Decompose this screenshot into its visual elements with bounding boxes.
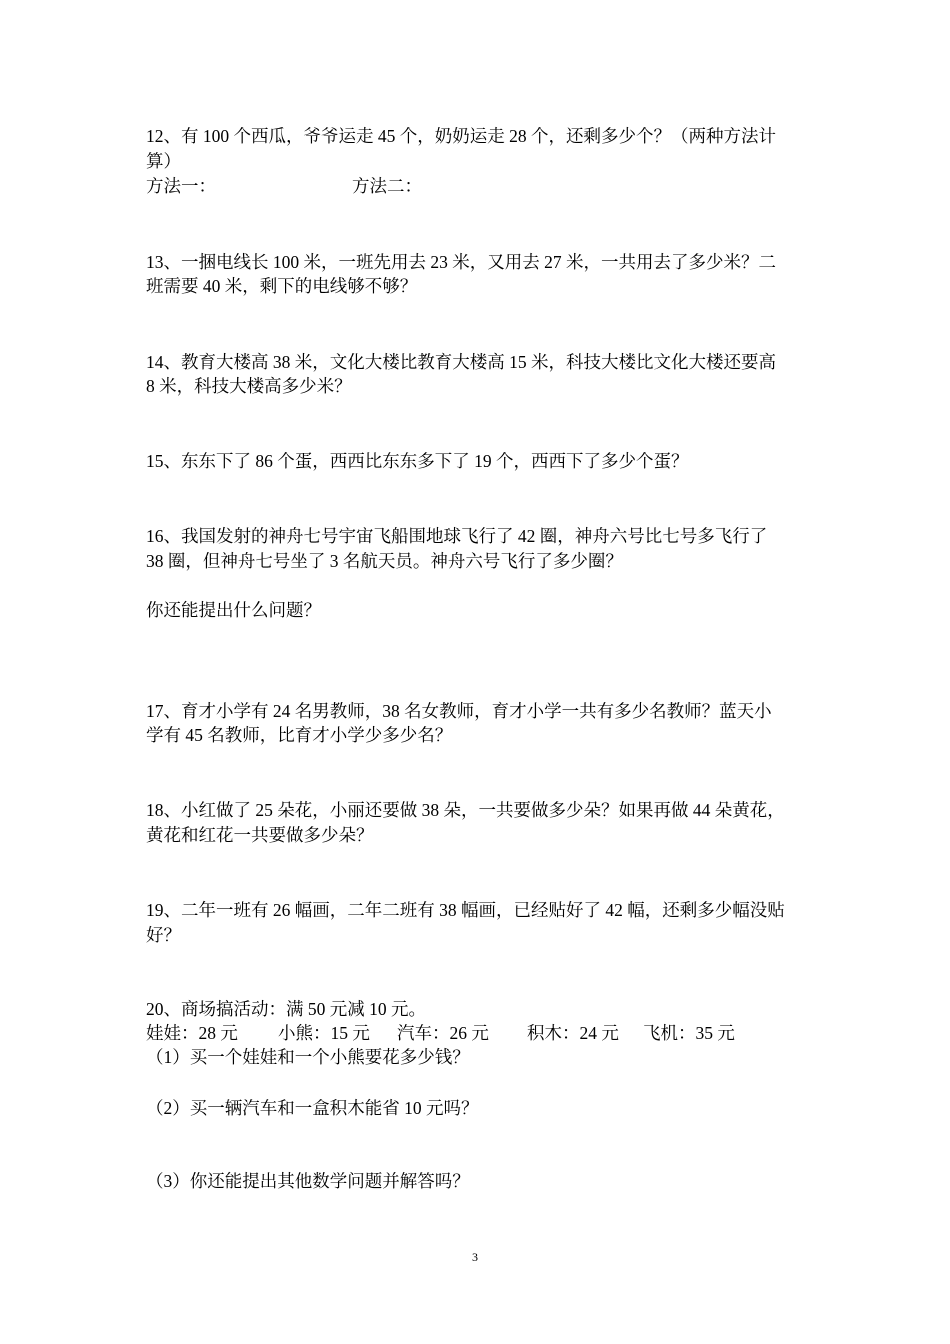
q16-line-2: 38 圈，但神舟七号坐了 3 名航天员。神舟六号飞行了多少圈？: [146, 551, 623, 571]
q18-line-1: 18、小红做了 25 朵花，小丽还要做 38 朵，一共要做多少朵？如果再做 44 朵黄花，: [146, 800, 785, 820]
price-blocks: 积木：24 元: [527, 1023, 619, 1043]
price-doll: 娃娃：28 元: [146, 1023, 238, 1043]
q12-line-1: 12、有 100 个西瓜，爷爷运走 45 个，奶奶运走 28 个，还剩多少个？（两种方法计: [146, 126, 776, 146]
q13-line-1: 13、一捆电线长 100 米，一班先用去 23 米，又用去 27 米，一共用去了多少米？二: [146, 252, 776, 272]
q12-line-2: 算）: [146, 151, 181, 171]
q20-sub-3: （3）你还能提出其他数学问题并解答吗？: [146, 1171, 470, 1191]
q12-method-2: 方法二：: [352, 176, 422, 196]
price-plane: 飞机：35 元: [643, 1023, 735, 1043]
q13-line-2: 班需要 40 米，剩下的电线够不够？: [146, 276, 418, 296]
q18-line-2: 黄花和红花一共要做多少朵？: [146, 825, 374, 845]
price-car: 汽车：26 元: [397, 1023, 489, 1043]
q15-line-1: 15、东东下了 86 个蛋，西西比东东多下了 19 个，西西下了多少个蛋？: [146, 451, 689, 471]
q20-line-1: 20、商场搞活动：满 50 元减 10 元。: [146, 999, 426, 1019]
q19-line-2: 好？: [146, 925, 181, 945]
q19-line-1: 19、二年一班有 26 幅画，二年二班有 38 幅画，已经贴好了 42 幅，还剩多少幅没贴: [146, 900, 785, 920]
q20-sub-1: （1）买一个娃娃和一个小熊要花多少钱？: [146, 1047, 470, 1067]
page-number: 3: [472, 1250, 478, 1264]
q16-extra-question: 你还能提出什么问题？: [146, 600, 321, 620]
q17-line-2: 学有 45 名教师，比育才小学少多少名？: [146, 725, 453, 745]
q12-method-1: 方法一：: [146, 176, 216, 196]
q12-methods: [146, 174, 646, 198]
q20-sub-2: （2）买一辆汽车和一盒积木能省 10 元吗？: [146, 1098, 479, 1118]
price-bear: 小熊：15 元: [278, 1023, 370, 1043]
q14-line-2: 8 米，科技大楼高多少米？: [146, 376, 352, 396]
q14-line-1: 14、教育大楼高 38 米，文化大楼比教育大楼高 15 米，科技大楼比文化大楼还要高: [146, 352, 776, 372]
q20-price-list: [146, 1021, 735, 1045]
q17-line-1: 17、育才小学有 24 名男教师，38 名女教师，育才小学一共有多少名教师？蓝天小: [146, 701, 772, 721]
q16-line-1: 16、我国发射的神舟七号宇宙飞船围地球飞行了 42 圈，神舟六号比七号多飞行了: [146, 526, 768, 546]
